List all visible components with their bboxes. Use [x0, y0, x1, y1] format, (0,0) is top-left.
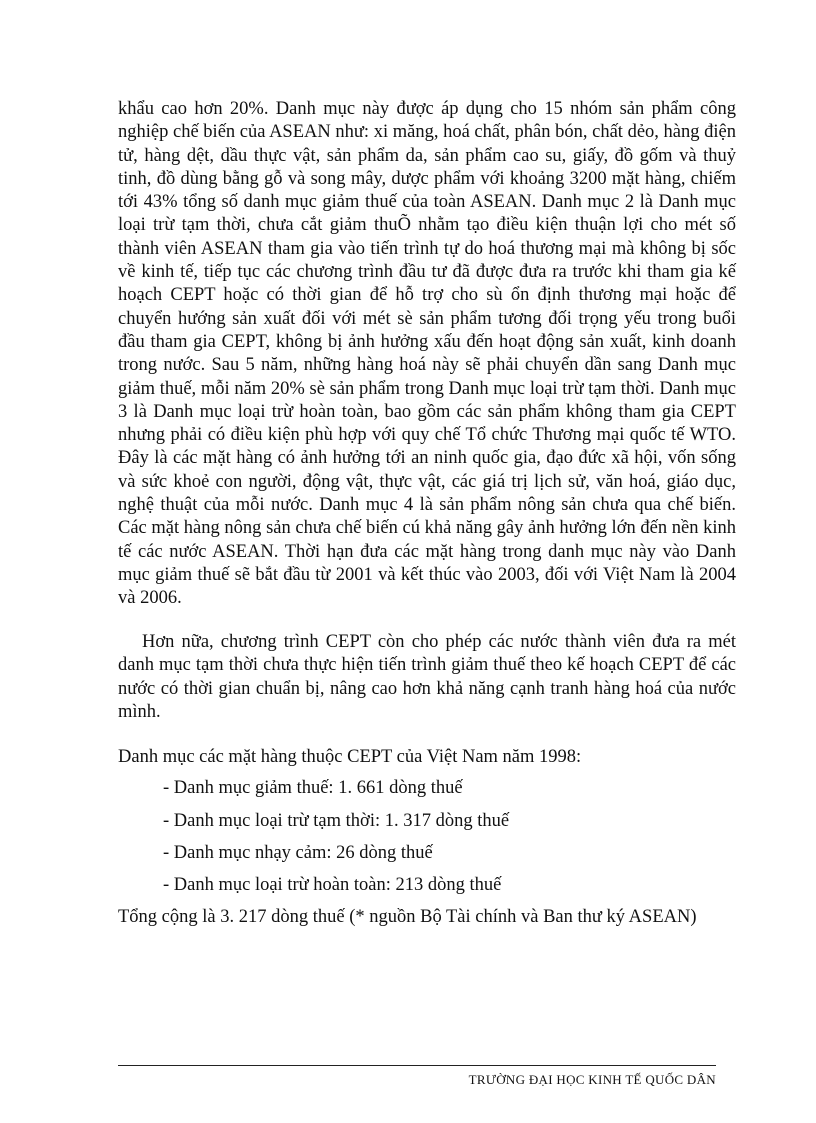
list-heading: Danh mục các mặt hàng thuộc CEPT của Việt Nam năm 1998:: [118, 747, 582, 767]
footer-divider: [118, 1065, 716, 1066]
list-item: - Danh mục giảm thuế: 1. 661 dòng thuế: [163, 778, 463, 798]
list-item: - Danh mục loại trừ hoàn toàn: 213 dòng thuế: [163, 875, 502, 895]
list-item: - Danh mục loại trừ tạm thời: 1. 317 dòng thuế: [163, 811, 510, 831]
total-line: Tổng cộng là 3. 217 dòng thuế (* nguồn Bộ Tài chính và Ban thư ký ASEAN): [118, 907, 697, 927]
body-paragraph-1: khẩu cao hơn 20%. Danh mục này được áp dụng cho 15 nhóm sản phẩm công nghiệp chế biến của ASEAN như: xi măng, hoá chất, phân bón, chất dẻo, hàng điện tử, hàng dệt, dầu thực vật, sản phẩm da, sản phẩm cao su, giấy, đồ gốm và thuỷ tinh, đồ dùng bằng gỗ và song mây, dược phẩm với khoảng 3200 mặt hàng, chiếm tới 43% tổng số danh mục giảm thuế của toàn ASEAN. Danh mục 2 là Danh mục loại trừ tạm thời, chưa cắt giảm thuÕ nhằm tạo điều kiện thuận lợi cho mét số thành viên ASEAN tham gia vào tiến trình tự do hoá thương mại mà không bị sốc về kinh tế, tiếp tục các chương trình đầu tư đã được đưa ra trước khi tham gia kế hoạch CEPT hoặc có thời gian để hỗ trợ cho sù ổn định thương mại hoặc để chuyển hướng sản xuất đối với mét sè sản phẩm tương đối trọng yếu trong buổi đầu tham gia CEPT, không bị ảnh hưởng xấu đến hoạt động sản xuất, kinh doanh trong nước. Sau 5 năm, những hàng hoá này sẽ phải chuyển dần sang Danh mục giảm thuế, mỗi năm 20% sè sản phẩm trong Danh mục loại trừ tạm thời. Danh mục 3 là Danh mục loại trừ hoàn toàn, bao gồm các sản phẩm không tham gia CEPT nhưng phải có điều kiện phù hợp với quy chế Tổ chức Thương mại quốc tế WTO. Đây là các mặt hàng có ảnh hưởng tới an ninh quốc gia, đạo đức xã hội, vốn sống và sức khoẻ con người, động vật, thực vật, các giá trị lịch sử, văn hoá, giáo dục, nghệ thuật của mỗi nước. Danh mục 4 là sản phẩm nông sản chưa qua chế biến. Các mặt hàng nông sản chưa chế biến cú khả năng gây ảnh hưởng lớn đến nền kinh tế các nước ASEAN. Thời hạn đưa các mặt hàng trong danh mục này vào Danh mục giảm thuế sẽ bắt đầu từ 2001 và kết thúc vào 2003, đối với Việt Nam là 2004 và 2006.: [118, 99, 736, 609]
footer-institution: TRƯỜNG ĐẠI HỌC KINH TẾ QUỐC DÂN: [468, 1072, 716, 1087]
list-item: - Danh mục nhạy cảm: 26 dòng thuế: [163, 843, 433, 863]
body-paragraph-2: Hơn nữa, chương trình CEPT còn cho phép các nước thành viên đưa ra mét danh mục tạm thời chưa thực hiện tiến trình giảm thuế theo kế hoạch CEPT để các nước có thời gian chuẩn bị, nâng cao hơn khả năng cạnh tranh hàng hoá của nước mình.: [118, 632, 736, 722]
